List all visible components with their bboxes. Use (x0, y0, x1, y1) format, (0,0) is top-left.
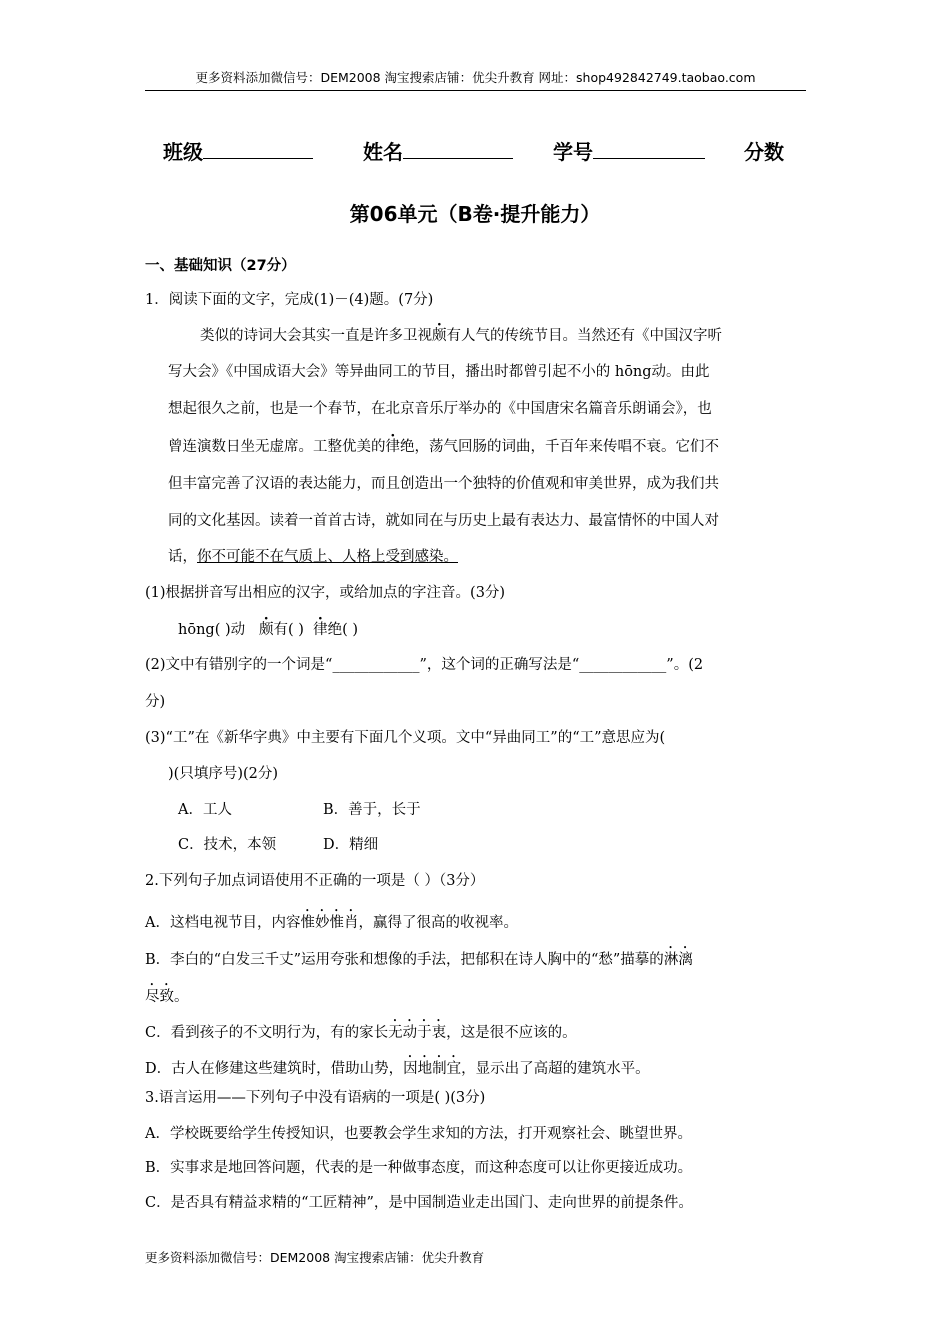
score-label: 分数 (744, 140, 784, 164)
student-id-field: 学号 (553, 136, 705, 165)
q2-option-a: A．这档电视节目，内容惟妙惟肖，赢得了很高的收视率。 (145, 915, 518, 931)
q1-option-d: D．精细 (323, 837, 379, 853)
q2-option-d: D．古人在修建这些建筑时，借助山势，因地制宜，显示出了高超的建筑水平。 (145, 1061, 650, 1077)
q3-option-c: C．是否具有精益求精的“工匠精神”，是中国制造业走出国门、走向世界的前提条件。 (145, 1195, 693, 1211)
underlined-sentence: 你不可能不在气质上、人格上受到感染。 (197, 549, 458, 565)
q1-passage-line: 同的文化基因。读着一首首古诗，就如同在与历史上最有表达力、最富情怀的中国人对 (168, 513, 719, 529)
dotted-char: 颇 (258, 622, 274, 638)
q1-option-c: C．技术，本领 (178, 837, 277, 853)
q1-sub3-cont: )(只填序号)(2分) (168, 766, 279, 782)
dotted-phrase: 尽致 (145, 989, 174, 1005)
name-field: 姓名 (363, 136, 513, 165)
q1-passage-line: 想起很久之前，也是一个春节，在北京音乐厅举办的《中国唐宋名篇音乐朗诵会》，也 (168, 401, 712, 417)
q2-option-b: B．李白的“白发三千丈”运用夸张和想像的手法，把郁积在诗人胸中的“愁”描摹的淋漓 (145, 952, 693, 968)
q1-option-a: A．工人 (178, 802, 232, 818)
dotted-phrase: 无动于衷 (388, 1025, 447, 1041)
section-heading: 一、基础知识（27分） (145, 258, 296, 274)
q2-option-c: C．看到孩子的不文明行为，有的家长无动于衷，这是很不应该的。 (145, 1025, 577, 1041)
q2-option-b-cont: 尽致。 (145, 989, 189, 1005)
q1-stem: 1．阅读下面的文字，完成(1)－(4)题。(7分) (145, 292, 434, 308)
unit-title: 第06单元（B卷·提升能力） (349, 202, 601, 226)
q1-passage-line: 话，你不可能不在气质上、人格上受到感染。 (168, 549, 458, 565)
q3-option-a: A．学校既要给学生传授知识，也要教会学生求知的方法，打开观察社会、眺望世界。 (145, 1126, 692, 1142)
class-field: 班级 (163, 136, 313, 165)
dotted-char: 律 (385, 439, 400, 455)
q3-option-b: B．实事求是地回答问题，代表的是一种做事态度，而这种态度可以让你更接近成功。 (145, 1160, 693, 1176)
q1-passage-line: 写大会》《中国成语大会》等异曲同工的节目，播出时都曾引起不小的 hōng动。由此 (168, 364, 710, 380)
q1-sub2: (2)文中有错别字的一个词是“____________”，这个词的正确写法是“____________”。(2 (145, 657, 704, 673)
q1-passage-line: 但丰富完善了汉语的表达能力，而且创造出一个独特的价值观和审美世界，成为我们共 (168, 476, 719, 492)
dotted-phrase: 惟妙惟肖 (300, 915, 359, 931)
q1-option-b: B．善于，长于 (323, 802, 421, 818)
dotted-phrase: 因地制宜 (403, 1061, 462, 1077)
q1-sub2-cont: 分) (145, 694, 166, 710)
dotted-char: 律 (313, 622, 328, 638)
page-header: 更多资料添加微信号：DEM2008 淘宝搜索店铺：优尖升教育 网址：shop492842749.taobao.com (145, 68, 806, 91)
dotted-char: 颇 (432, 328, 447, 344)
q1-passage-line: 类似的诗词大会其实一直是许多卫视颇有人气的传统节目。当然还有《中国汉字听 (200, 328, 722, 344)
page-footer: 更多资料添加微信号：DEM2008 淘宝搜索店铺：优尖升教育 (145, 1250, 485, 1265)
q1-sub1-blanks: hōng( )动 颇有( ) 律绝( ) (178, 622, 359, 638)
dotted-phrase: 淋漓 (663, 952, 693, 968)
q2-stem: 2.下列句子加点词语使用不正确的一项是（ ）（3分） (145, 873, 485, 889)
q1-sub1: (1)根据拼音写出相应的汉字，或给加点的字注音。(3分) (145, 585, 506, 601)
q1-sub3: (3)“工”在《新华字典》中主要有下面几个义项。文中“异曲同工”的“工”意思应为( (145, 730, 666, 746)
q1-passage-line: 曾连演数日坐无虚席。工整优美的律绝，荡气回肠的词曲，千百年来传唱不衰。它们不 (168, 439, 719, 455)
q3-stem: 3.语言运用——下列句子中没有语病的一项是( )(3分) (145, 1090, 486, 1106)
